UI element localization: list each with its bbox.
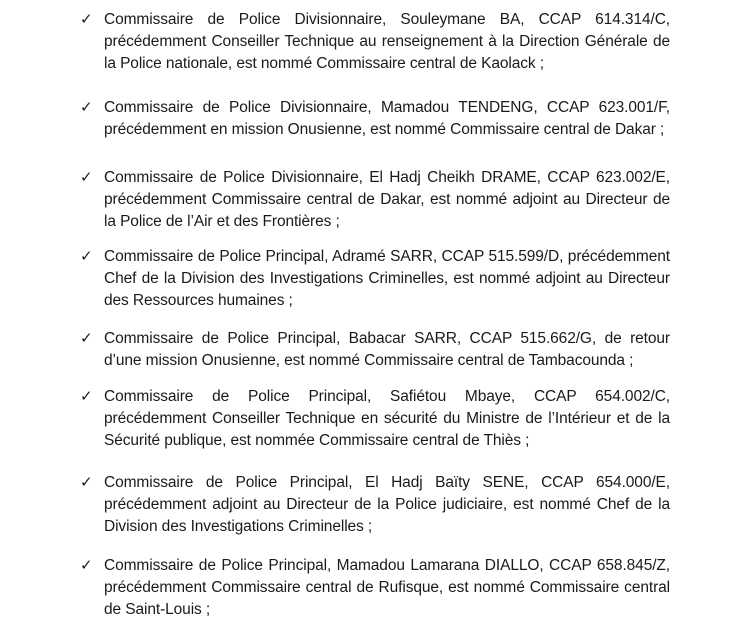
appointment-text: Commissaire de Police Divisionnaire, Mamadou TENDENG, CCAP 623.001/F, précédemment en mission Onusienne, est nommé Commissaire central de Dakar ; — [104, 99, 670, 138]
appointment-text: Commissaire de Police Principal, Adramé SARR, CCAP 515.599/D, précédemment Chef de la Division des Investigations Criminelles, est nommé adjoint au Directeur des Ressources humaines ; — [104, 248, 670, 309]
check-icon: ✓ — [80, 474, 93, 491]
appointment-text: Commissaire de Police Principal, Mamadou Lamarana DIALLO, CCAP 658.845/Z, précédemment Commissaire central de Rufisque, est nommé Commissaire central de Saint-Louis ; — [104, 557, 670, 618]
check-icon: ✓ — [80, 330, 93, 347]
check-icon: ✓ — [80, 248, 93, 265]
check-icon: ✓ — [80, 99, 93, 116]
appointment-text: Commissaire de Police Principal, El Hadj Baïty SENE, CCAP 654.000/E, précédemment adjoint au Directeur de la Police judiciaire, est nommé Chef de la Division des Investigations Criminelles ; — [104, 474, 670, 535]
check-icon: ✓ — [80, 11, 93, 28]
appointment-text: Commissaire de Police Divisionnaire, Souleymane BA, CCAP 614.314/C, précédemment Conseiller Technique au renseignement à la Direction Générale de la Police nationale, est nommé Commissaire central de Kaolack ; — [104, 11, 670, 72]
check-icon: ✓ — [80, 557, 93, 574]
check-icon: ✓ — [80, 169, 93, 186]
check-icon: ✓ — [80, 388, 93, 405]
appointment-text: Commissaire de Police Principal, Babacar SARR, CCAP 515.662/G, de retour d’une mission Onusienne, est nommé Commissaire central de Tambacounda ; — [104, 330, 670, 369]
appointment-text: Commissaire de Police Divisionnaire, El Hadj Cheikh DRAME, CCAP 623.002/E, précédemment Commissaire central de Dakar, est nommé adjoint au Directeur de la Police de l’Air et des Frontières ; — [104, 169, 670, 230]
appointment-text: Commissaire de Police Principal, Safiétou Mbaye, CCAP 654.002/C, précédemment Conseiller Technique en sécurité du Ministre de l’Intérieur et de la Sécurité publique, est nommée Commissaire central de Thiès ; — [104, 388, 670, 449]
